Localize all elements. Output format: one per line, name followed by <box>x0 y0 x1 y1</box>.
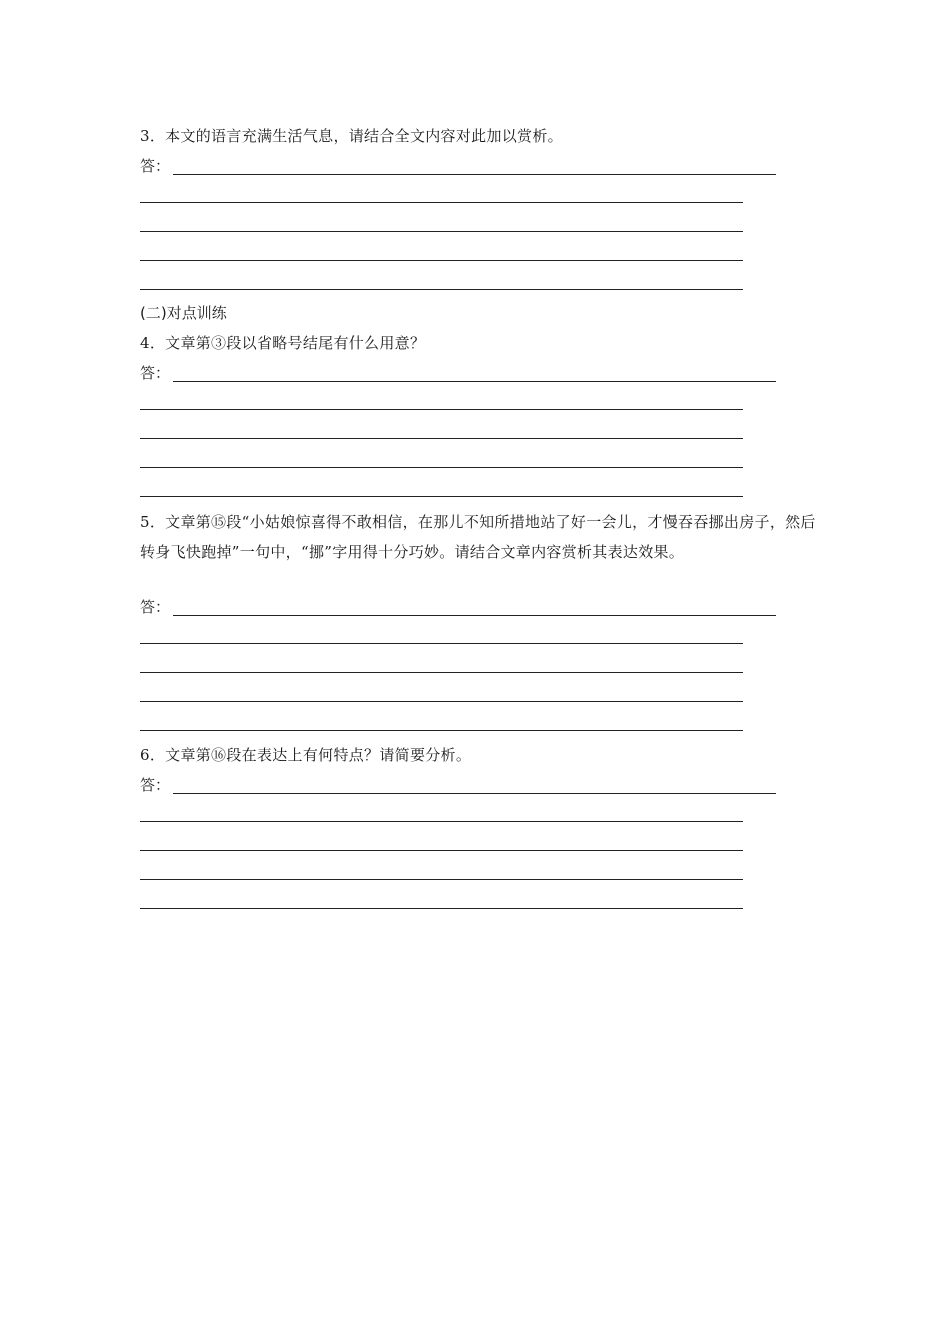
question-3: 3．本文的语言充满生活气息，请结合全文内容对此加以赏析。 <box>140 127 563 145</box>
answer-5-first-row[interactable] <box>140 596 780 618</box>
answer-4-first-row[interactable] <box>140 362 780 384</box>
answer-label: 答： <box>140 157 171 175</box>
section-heading: (二)对点训练 <box>140 304 227 322</box>
answer-line[interactable] <box>140 730 743 731</box>
answer-label: 答： <box>140 598 171 616</box>
answer-line[interactable] <box>140 260 743 261</box>
answer-line[interactable] <box>140 438 743 439</box>
answer-line[interactable] <box>140 879 743 880</box>
answer-line[interactable] <box>140 672 743 673</box>
answer-line[interactable] <box>140 643 743 644</box>
answer-line[interactable] <box>140 908 743 909</box>
answer-line <box>173 793 776 794</box>
answer-line <box>173 615 776 616</box>
answer-6-first-row[interactable] <box>140 774 780 796</box>
answer-3-first-row[interactable] <box>140 155 780 177</box>
answer-line <box>173 174 776 175</box>
answer-line <box>173 381 776 382</box>
answer-line[interactable] <box>140 202 743 203</box>
answer-line[interactable] <box>140 289 743 290</box>
answer-line[interactable] <box>140 231 743 232</box>
question-4: 4．文章第③段以省略号结尾有什么用意？ <box>140 334 426 352</box>
answer-line[interactable] <box>140 467 743 468</box>
answer-line[interactable] <box>140 821 743 822</box>
answer-label: 答： <box>140 776 171 794</box>
answer-line[interactable] <box>140 409 743 410</box>
question-6: 6．文章第⑯段在表达上有何特点？请简要分析。 <box>140 746 472 764</box>
answer-line[interactable] <box>140 850 743 851</box>
answer-label: 答： <box>140 364 171 382</box>
answer-line[interactable] <box>140 496 743 497</box>
answer-line[interactable] <box>140 701 743 702</box>
question-5: 5．文章第⑮段“小姑娘惊喜得不敢相信，在那儿不知所措地站了好一会儿，才慢吞吞挪出房子，然后转身飞快跑掉”一句中，“挪”字用得十分巧妙。请结合文章内容赏析其表达效果。 <box>140 513 816 561</box>
